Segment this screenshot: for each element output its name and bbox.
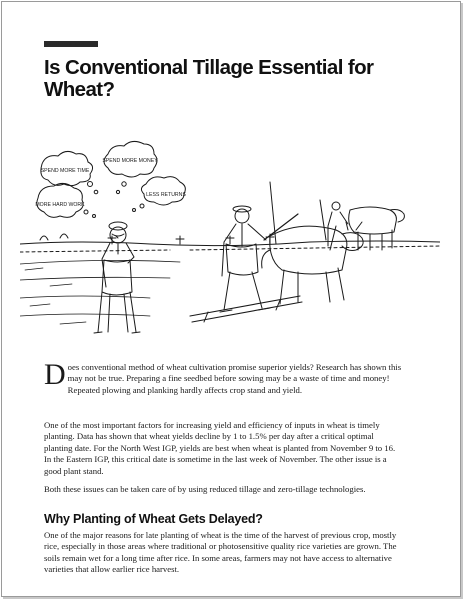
intro-paragraph (44, 358, 404, 396)
thought-work-label: MORE HARD WORK (35, 202, 85, 208)
thought-bubble-returns (141, 177, 185, 205)
distant-ploughing-team (320, 200, 404, 250)
thought-bubble-work (37, 183, 83, 217)
thought-money-label: SPEND MORE MONEY (102, 158, 158, 164)
thought-time-label: SPEND MORE TIME (40, 168, 90, 174)
timely-planting-paragraph: One of the most important factors for increasing yield and efficiency of inputs in wheat is timely planting. Data has shown that wheat yields decline by 1 to 1.5% per day after a critical optimal planting date. For the North West IGP, yields are best when wheat is planted from November 9 to 16. In the Eastern IGP, this critical date is sometime in the last week of November. The other issue is a good plant stand. (44, 420, 396, 476)
thought-returns-label: LESS RETURNS (146, 192, 186, 198)
technologies-paragraph: Both these issues can be taken care of by using reduced tillage and zero-tillage technologies. (44, 484, 366, 494)
page-title: Is Conventional Tillage Essential for Wheat? (44, 56, 374, 101)
intro-text: oes conventional method of wheat cultivation promise superior yields? Research has shown this may not be true. Preparing a fine seedbed before sowing may be a waste of time and money! Repeated plowing and planking hardly affects crop stand and yield. (67, 362, 402, 395)
drop-cap: D (44, 358, 66, 391)
section-kicker: TILLAGE PRACTICES (44, 41, 98, 47)
farming-illustration (20, 140, 440, 350)
plowing-team (190, 182, 363, 322)
section-heading: Why Planting of Wheat Gets Delayed? (44, 512, 263, 526)
delay-reasons-paragraph: One of the major reasons for late planting of wheat is the time of the harvest of previous crop, mostly rice, especially in those areas where traditional or photosensitive quality rice varieties are grown. The soils remain wet for a long time after rice. In some areas, farmers may not have access to alternative varieties that allow earlier rice harvest. (44, 530, 397, 575)
